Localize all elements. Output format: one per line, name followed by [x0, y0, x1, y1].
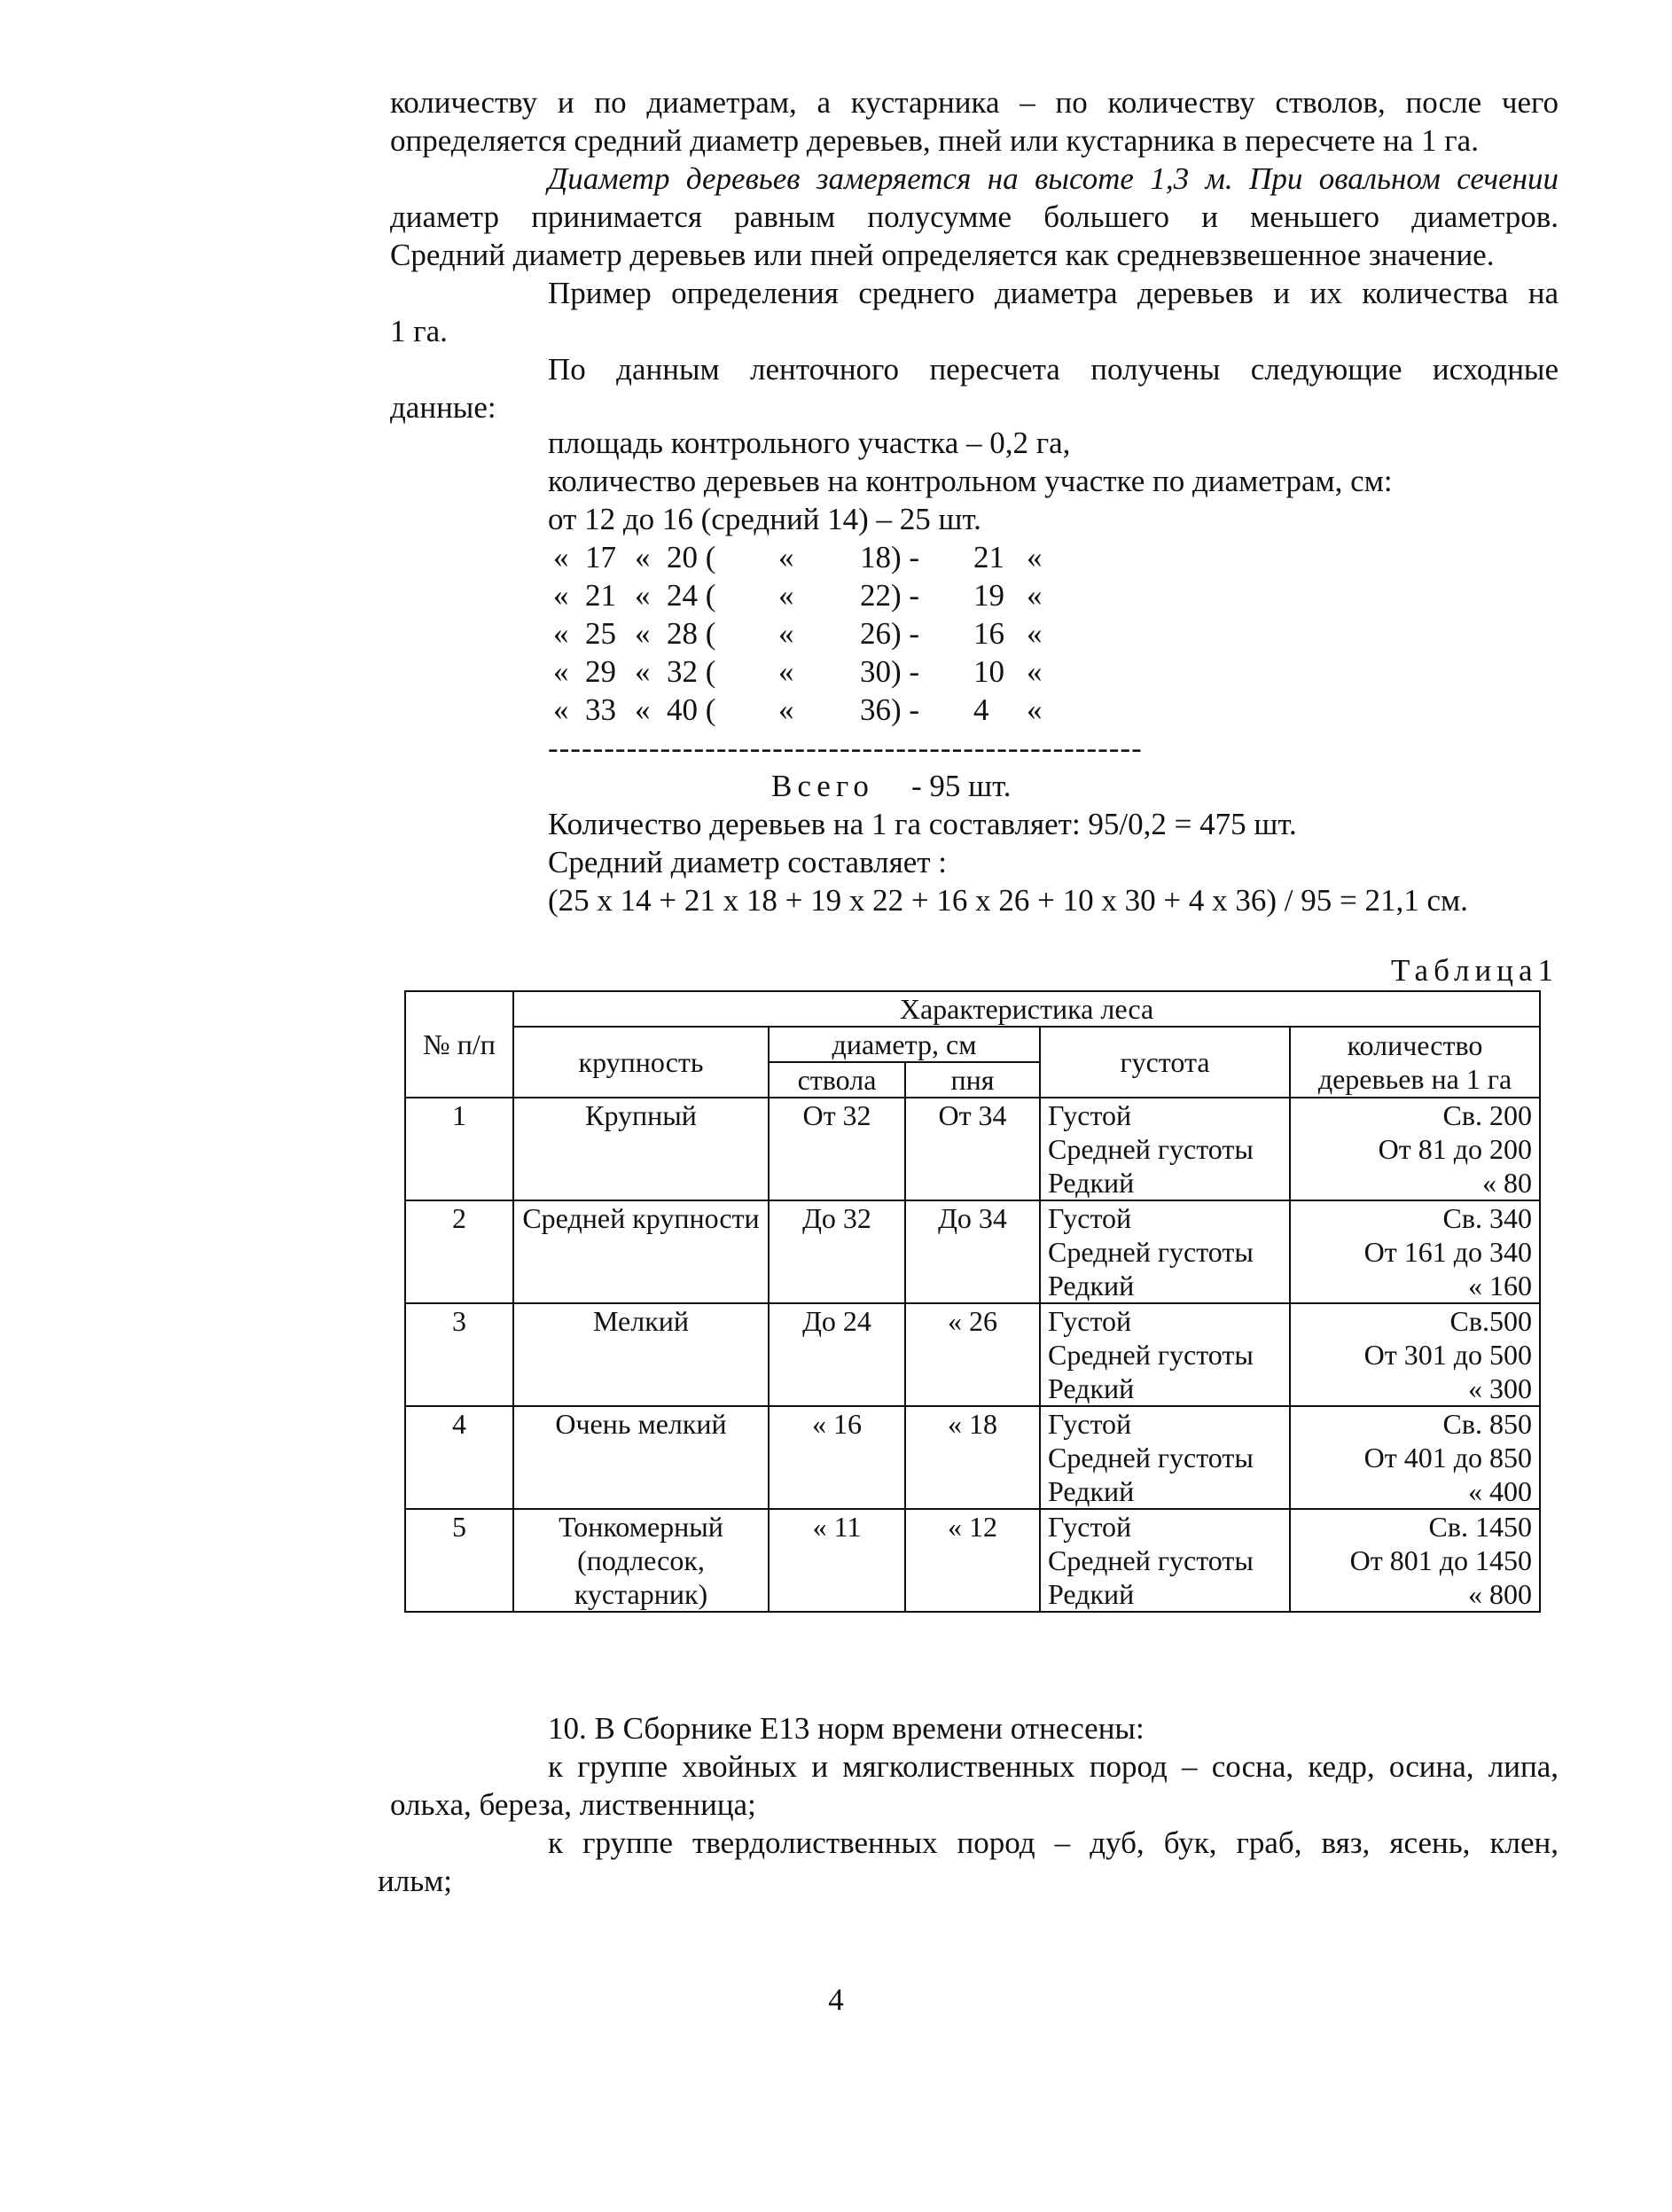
- ditto-mark: «: [635, 578, 651, 613]
- density-value: Средней густоты: [1048, 1339, 1254, 1371]
- density-value: Средней густоты: [1048, 1236, 1254, 1268]
- cell-density: [1040, 1200, 1290, 1303]
- density-value: Средней густоты: [1048, 1133, 1254, 1165]
- count-value: От 401 до 850: [1363, 1442, 1532, 1473]
- count-value: Св.500: [1449, 1305, 1532, 1337]
- area-line: площадь контрольного участка – 0,2 га,: [548, 426, 1071, 460]
- text-line: По данным ленточного пересчета получены следующие исходные: [548, 352, 1559, 387]
- table-row: [405, 1509, 1540, 1612]
- density-value: Густой: [1048, 1305, 1132, 1337]
- cell-number: 5: [405, 1509, 513, 1612]
- ditto-mark: «: [778, 692, 794, 727]
- ditto-mark: «: [778, 654, 794, 689]
- header-size: крупность: [513, 1027, 769, 1098]
- ditto-mark: «: [1027, 654, 1043, 689]
- table-row: [405, 1200, 1540, 1303]
- text-line: определяется средний диаметр деревьев, пней или кустарника в пересчете на 1 га.: [390, 123, 1479, 158]
- text-line: данные:: [390, 390, 496, 425]
- density-value: Средней густоты: [1048, 1442, 1254, 1473]
- ditto-mark: «: [553, 692, 569, 727]
- ditto-mark: «: [553, 654, 569, 689]
- cell-density: [1040, 1098, 1290, 1200]
- ditto-mark: «: [1027, 540, 1043, 574]
- section-10-heading: 10. В Сборнике Е13 норм времени отнесены:: [548, 1711, 1145, 1746]
- cell-stump: « 12: [905, 1509, 1040, 1612]
- density-value: Густой: [1048, 1099, 1132, 1131]
- count-value: От 301 до 500: [1363, 1339, 1532, 1371]
- range-line: [548, 653, 1594, 691]
- ditto-mark: «: [635, 540, 651, 574]
- density-value: Густой: [1048, 1511, 1132, 1543]
- range-count: 10: [973, 654, 1004, 689]
- ditto-mark: «: [553, 616, 569, 651]
- page-number: 4: [828, 1982, 844, 2017]
- density-value: Густой: [1048, 1202, 1132, 1234]
- table-row: [405, 1303, 1540, 1406]
- range-from: 21: [585, 578, 616, 613]
- text-line: количеству и по диаметрам, а кустарника – по количеству стволов, после чего: [390, 85, 1559, 120]
- count-value: « 300: [1468, 1372, 1532, 1404]
- range-to: 32 (: [667, 654, 716, 689]
- table-row: [405, 1098, 1540, 1200]
- density-value: Средней густоты: [1048, 1544, 1254, 1576]
- text-line: Средний диаметр деревьев или пней определяется как средневзвешенное значение.: [390, 238, 1495, 272]
- range-count: 16: [973, 616, 1004, 651]
- total-line: [548, 767, 1594, 805]
- range-line: [548, 614, 1594, 653]
- cell-size: Средней крупности: [513, 1200, 769, 1303]
- cell-trunk: От 32: [769, 1098, 905, 1200]
- cell-size: Тонкомерный (подлесок, кустарник): [513, 1509, 769, 1612]
- header-number: № п/п: [405, 991, 513, 1098]
- cell-stump: « 18: [905, 1406, 1040, 1509]
- table-row: [405, 1406, 1540, 1509]
- range-mid: 22) -: [860, 578, 920, 613]
- separator-line: -----------------------------------------------------: [548, 731, 1143, 765]
- cell-trees-per-ha: [1290, 1200, 1540, 1303]
- table-header-row: [405, 991, 1540, 1027]
- range-from: 25: [585, 616, 616, 651]
- ditto-mark: «: [553, 540, 569, 574]
- header-trunk: ствола: [769, 1062, 905, 1098]
- ditto-mark: «: [635, 654, 651, 689]
- text-line: диаметр принимается равным полусумме большего и меньшего диаметров.: [390, 199, 1559, 234]
- range-line: [548, 576, 1594, 614]
- count-value: « 160: [1468, 1270, 1532, 1301]
- example-intro-paragraph: [390, 274, 1559, 350]
- header-diameter: диаметр, см: [769, 1027, 1040, 1062]
- count-value: От 81 до 200: [1378, 1133, 1532, 1165]
- density-value: Редкий: [1048, 1270, 1135, 1301]
- range-line: [548, 691, 1594, 729]
- cell-number: 1: [405, 1098, 513, 1200]
- density-value: Редкий: [1048, 1578, 1135, 1610]
- ditto-mark: «: [778, 578, 794, 613]
- forest-characteristics-table: [404, 990, 1541, 1613]
- ditto-mark: «: [635, 616, 651, 651]
- range-to: 20 (: [667, 540, 716, 574]
- range-mid: 26) -: [860, 616, 920, 651]
- cell-trunk: До 32: [769, 1200, 905, 1303]
- count-value: От 161 до 340: [1363, 1236, 1532, 1268]
- ditto-mark: «: [635, 692, 651, 727]
- range-to: 40 (: [667, 692, 716, 727]
- density-value: Редкий: [1048, 1167, 1135, 1199]
- cell-density: [1040, 1406, 1290, 1509]
- average-diameter-label: Средний диаметр составляет :: [548, 845, 948, 879]
- cell-stump: « 26: [905, 1303, 1040, 1406]
- cell-number: 2: [405, 1200, 513, 1303]
- count-value: Св. 1450: [1428, 1511, 1532, 1543]
- count-value: Св. 340: [1442, 1202, 1532, 1234]
- range-line: [548, 538, 1594, 576]
- cell-size: Мелкий: [513, 1303, 769, 1406]
- cell-size: Очень мелкий: [513, 1406, 769, 1509]
- ditto-mark: «: [553, 578, 569, 613]
- header-trees-per-ha: количество деревьев на 1 га: [1290, 1027, 1540, 1098]
- range-mid: 18) -: [860, 540, 920, 574]
- text-line: к группе твердолиственных пород – дуб, бук, граб, вяз, ясень, клен,: [548, 1825, 1559, 1860]
- count-value: « 800: [1468, 1578, 1532, 1610]
- density-value: Редкий: [1048, 1372, 1135, 1404]
- table-header-row: [405, 1027, 1540, 1062]
- cell-number: 3: [405, 1303, 513, 1406]
- table-caption: Таблица1: [1391, 953, 1559, 988]
- cell-trunk: « 16: [769, 1406, 905, 1509]
- density-value: Густой: [1048, 1408, 1132, 1440]
- cell-trees-per-ha: [1290, 1098, 1540, 1200]
- cell-number: 4: [405, 1406, 513, 1509]
- count-value: От 801 до 1450: [1349, 1544, 1532, 1576]
- cell-trees-per-ha: [1290, 1303, 1540, 1406]
- ditto-mark: «: [778, 616, 794, 651]
- section-10-heading-paragraph: [548, 1709, 1559, 1747]
- per-hectare-line: Количество деревьев на 1 га составляет: 95/0,2 = 475 шт.: [548, 807, 1297, 841]
- density-value: Редкий: [1048, 1475, 1135, 1507]
- text-line: 1 га.: [390, 314, 448, 348]
- range-count: 4: [973, 692, 989, 727]
- cell-size: Крупный: [513, 1098, 769, 1200]
- range-count: 21: [973, 540, 1004, 574]
- cell-density: [1040, 1509, 1290, 1612]
- cell-trunk: « 11: [769, 1509, 905, 1612]
- intro-paragraph: [390, 83, 1559, 160]
- range-to: 28 (: [667, 616, 716, 651]
- range-mid: 36) -: [860, 692, 920, 727]
- count-value: « 400: [1468, 1475, 1532, 1507]
- ditto-mark: «: [778, 540, 794, 574]
- cell-density: [1040, 1303, 1290, 1406]
- text-line: Пример определения среднего диаметра деревьев и их количества на: [548, 276, 1559, 310]
- average-diameter-formula: (25 х 14 + 21 х 18 + 19 х 22 + 16 х 26 + 10 х 30 + 4 х 36) / 95 = 21,1 см.: [548, 883, 1468, 918]
- cell-trees-per-ha: [1290, 1509, 1540, 1612]
- count-value: « 80: [1482, 1167, 1532, 1199]
- total-value: - 95 шт.: [911, 769, 1012, 803]
- range-to: 24 (: [667, 578, 716, 613]
- source-data-paragraph: [390, 350, 1559, 426]
- text-line: ольха, береза, лиственница;: [390, 1787, 756, 1822]
- ditto-mark: «: [1027, 578, 1043, 613]
- header-forest-characteristics: Характеристика леса: [513, 991, 1540, 1027]
- ditto-mark: «: [1027, 692, 1043, 727]
- header-stump: пня: [905, 1062, 1040, 1098]
- text-line: Диаметр деревьев замеряется на высоте 1,3 м. При овальном сечении: [548, 161, 1559, 196]
- total-label: Всего: [771, 769, 874, 803]
- first-range-line: от 12 до 16 (средний 14) – 25 шт.: [548, 502, 981, 536]
- range-count: 19: [973, 578, 1004, 613]
- range-from: 33: [585, 692, 616, 727]
- range-mid: 30) -: [860, 654, 920, 689]
- text-line: ильм;: [378, 1864, 453, 1898]
- cell-stump: До 34: [905, 1200, 1040, 1303]
- trees-by-diameter-line: количество деревьев на контрольном участке по диаметрам, см:: [548, 464, 1393, 498]
- ditto-mark: «: [1027, 616, 1043, 651]
- text-line: к группе хвойных и мягколиственных пород – сосна, кедр, осина, липа,: [548, 1749, 1559, 1784]
- header-density: густота: [1040, 1027, 1290, 1098]
- cell-trees-per-ha: [1290, 1406, 1540, 1509]
- range-from: 29: [585, 654, 616, 689]
- hardwood-group-paragraph: [378, 1824, 1559, 1900]
- conifer-group-paragraph: [390, 1747, 1559, 1824]
- cell-stump: От 34: [905, 1098, 1040, 1200]
- count-value: Св. 200: [1442, 1099, 1532, 1131]
- range-from: 17: [585, 540, 616, 574]
- example-calculation: [548, 424, 1594, 919]
- diameter-rule-paragraph: [390, 160, 1559, 274]
- count-value: Св. 850: [1442, 1408, 1532, 1440]
- cell-trunk: До 24: [769, 1303, 905, 1406]
